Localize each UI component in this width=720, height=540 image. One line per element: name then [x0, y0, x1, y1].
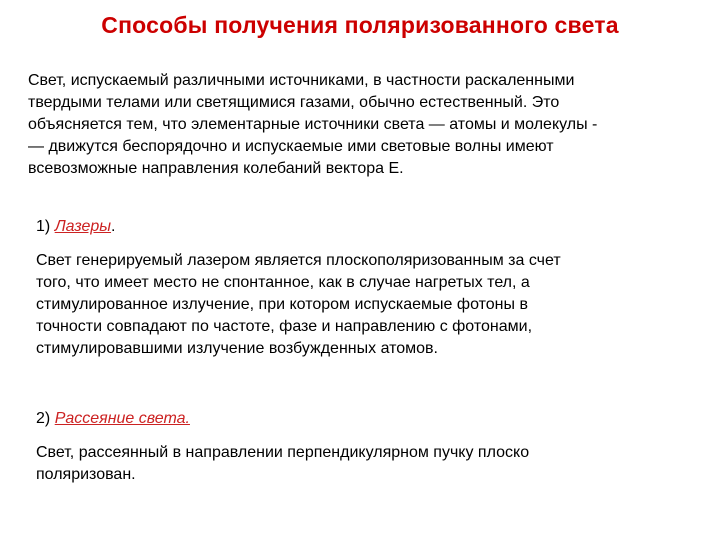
section-scattering [36, 408, 676, 486]
intro-paragraph [28, 70, 688, 180]
intro-line: всевозможные направления колебаний вектора E. [28, 160, 404, 177]
section-line: Свет, рассеянный в направлении перпендикулярном пучку плоско [36, 444, 530, 461]
slide-title: Способы получения поляризованного света [101, 12, 619, 38]
intro-line: объясняется тем, что элементарные источники света — атомы и молекулы - [28, 116, 598, 133]
section-heading [36, 216, 676, 238]
section-line: стимулированное излучение, при котором испускаемые фотоны в [36, 296, 528, 313]
section-heading [36, 408, 676, 430]
scattering-link[interactable]: Рассеяние света. [54, 410, 190, 427]
section-body [36, 250, 676, 360]
section-line: стимулировавшими излучение возбужденных атомов. [36, 340, 438, 357]
section-line: точности совпадают по частоте, фазе и направлению с фотонами, [36, 318, 533, 335]
lasers-link[interactable]: Лазеры [54, 218, 112, 235]
intro-line: Свет, испускаемый различными источниками, в частности раскаленными [28, 72, 575, 89]
section-heading-punct: . [111, 218, 116, 235]
section-number: 1) [36, 218, 51, 235]
section-line: Свет генерируемый лазером является плоскополяризованным за счет [36, 252, 561, 269]
intro-line: — движутся беспорядочно и испускаемые ими световые волны имеют [28, 138, 554, 155]
intro-line: твердыми телами или светящимися газами, обычно естественный. Это [28, 94, 560, 111]
section-line: того, что имеет место не спонтанное, как в случае нагретых тел, а [36, 274, 530, 291]
section-body [36, 442, 676, 486]
section-lasers [36, 216, 676, 360]
section-line: поляризован. [36, 466, 136, 483]
section-number: 2) [36, 410, 51, 427]
